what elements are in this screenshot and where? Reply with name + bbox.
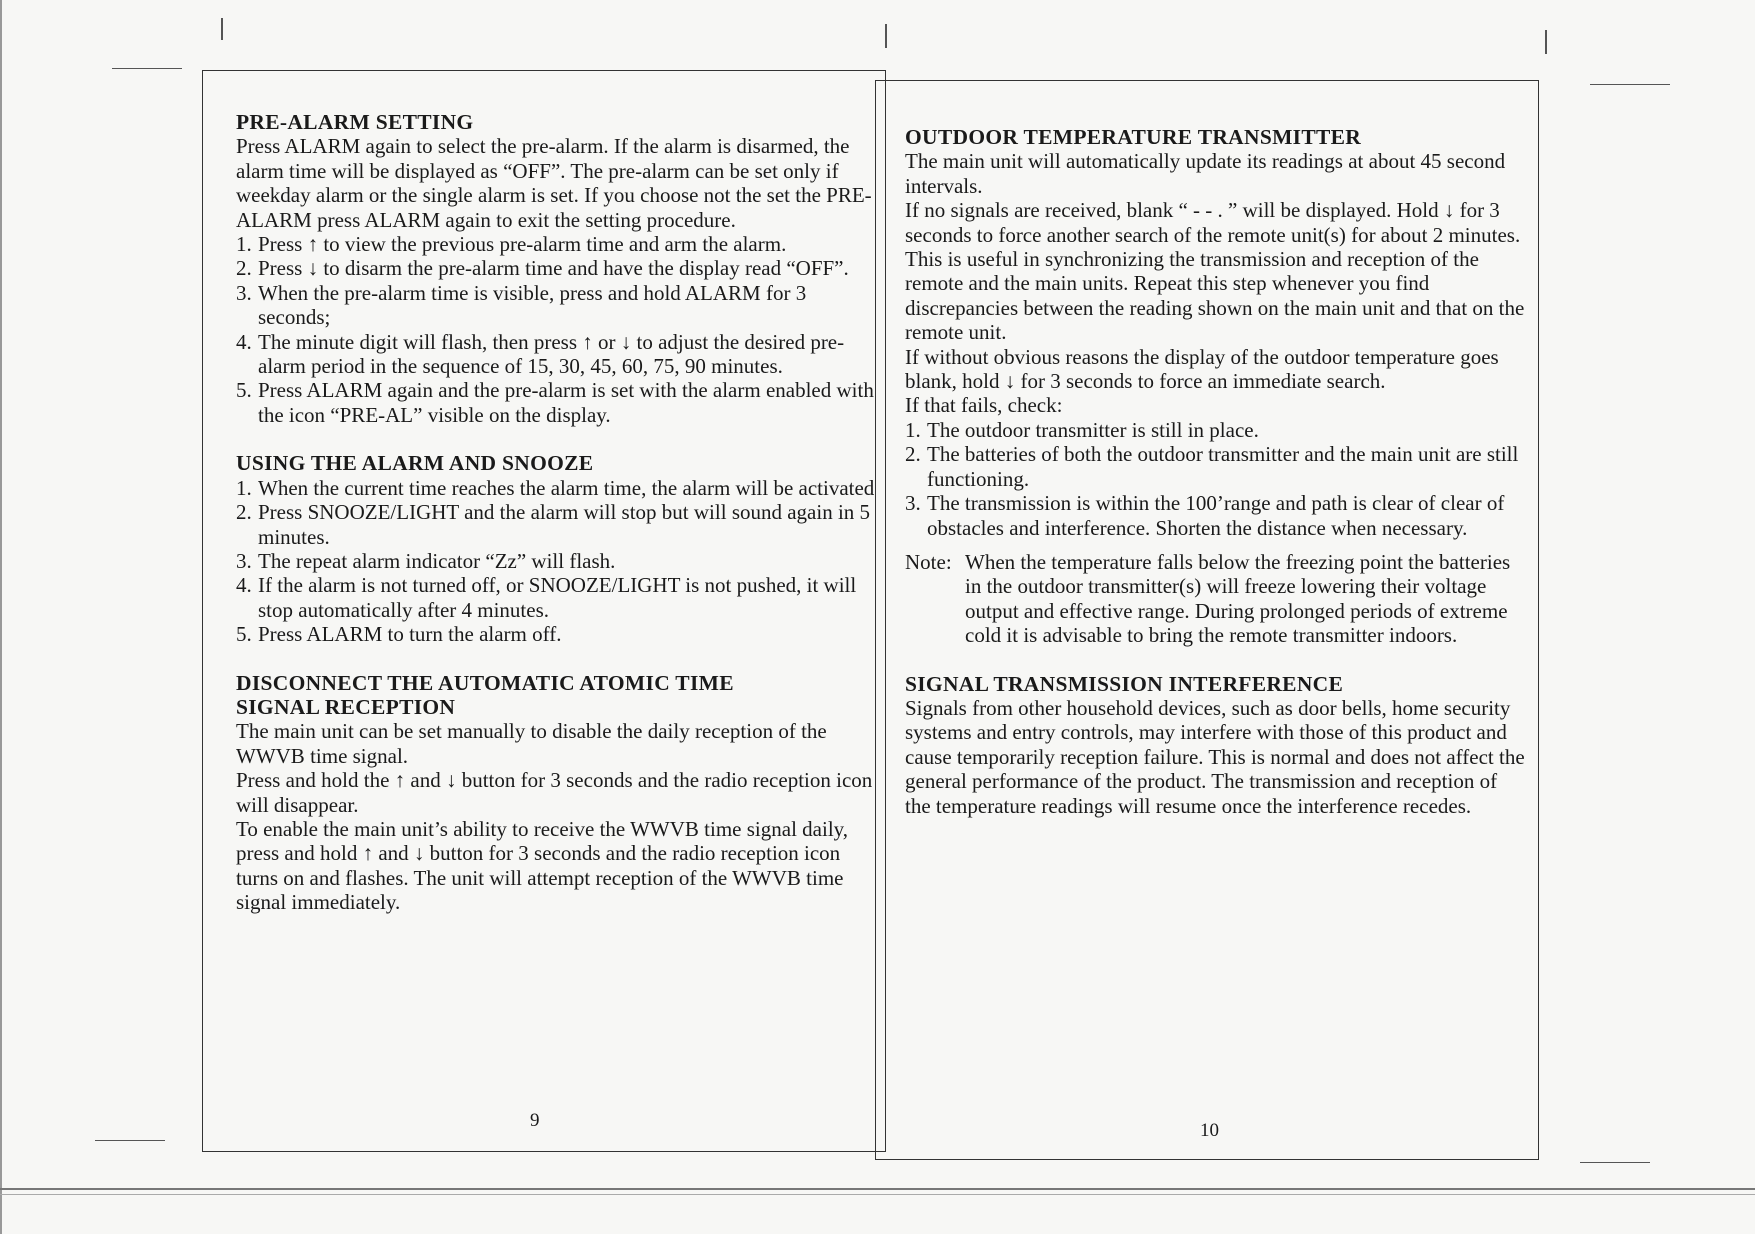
transmitter-paragraph-1: The main unit will automatically update its readings at about 45 second intervals.: [905, 149, 1506, 198]
interference-paragraph: Signals from other household devices, such as door bells, home security systems and entry controls, may interfere with those of this product and cause temporarily reception failure. This is normal and does not affect the general performance of the product. The transmission and reception of the temperature readings will resume once the interference recedes.: [905, 695, 1525, 818]
scan-dash-top-right: [1590, 84, 1670, 85]
right-page-column: [905, 125, 1525, 818]
list-item: 1. When the current time reaches the alarm time, the alarm will be activated: [236, 475, 875, 500]
temperature-note: [905, 550, 1525, 648]
snooze-steps: [236, 476, 876, 647]
transmitter-paragraph-3: If without obvious reasons the display of the outdoor temperature goes blank, hold ↓ for 3 seconds to force an immediate search.: [905, 344, 1499, 394]
scan-bottom-rule-2: [0, 1194, 1755, 1195]
list-item: 3. When the pre-alarm time is visible, press and hold ALARM for 3 seconds;: [236, 280, 807, 330]
scan-edge-left: [0, 0, 2, 1234]
scan-dash-bottom-right: [1580, 1162, 1650, 1163]
list-item: 4. If the alarm is not turned off, or SNOOZE/LIGHT is not pushed, it will stop automatically after 4 minutes.: [236, 573, 857, 622]
pre-alarm-heading: PRE-ALARM SETTING: [236, 110, 474, 134]
page-number-right: 10: [1200, 1120, 1219, 1141]
list-item: 1. Press ↑ to view the previous pre-alarm time and arm the alarm.: [236, 232, 787, 257]
pre-alarm-intro: Press ALARM again to select the pre-alarm. If the alarm is disarmed, the alarm time will be displayed as “OFF”. The pre-alarm can be set only if weekday alarm or the single alarm is set. If you choose not the set the PRE-ALARM press ALARM again to exit the setting procedure.: [236, 134, 872, 232]
disconnect-paragraph-3: To enable the main unit’s ability to receive the WWVB time signal daily, press and hold ↑ and ↓ button for 3 seconds and the radio reception icon turns on and flashes. The unit will attempt reception of the WWVB time signal immediately.: [236, 816, 849, 915]
interference-heading: SIGNAL TRANSMISSION INTERFERENCE: [905, 671, 1344, 696]
scan-dash-top-left: [112, 68, 182, 69]
list-item: 2. The batteries of both the outdoor transmitter and the main unit are still functioning.: [905, 442, 1519, 491]
page-number-left: 9: [530, 1110, 540, 1131]
disconnect-paragraph-1: The main unit can be set manually to disable the daily reception of the WWVB time signal.: [236, 719, 827, 768]
left-page-column: [236, 110, 876, 915]
transmitter-paragraph-4: If that fails, check:: [905, 393, 1063, 418]
list-item: 2. Press SNOOZE/LIGHT and the alarm will stop but will sound again in 5 minutes.: [236, 500, 871, 549]
note-label: Note:: [905, 549, 952, 574]
list-item: 5. Press ALARM again and the pre-alarm is set with the alarm enabled with the icon “PRE-AL” visible on the display.: [236, 378, 874, 427]
scan-bottom-rule: [0, 1188, 1755, 1190]
disconnect-heading-line2: SIGNAL RECEPTION: [236, 694, 456, 719]
list-item: 1. The outdoor transmitter is still in place.: [905, 417, 1259, 442]
scan-tick-right: [1545, 30, 1547, 54]
list-item: 5. Press ALARM to turn the alarm off.: [236, 622, 562, 647]
snooze-heading: USING THE ALARM AND SNOOZE: [236, 451, 594, 476]
disconnect-heading-line1: DISCONNECT THE AUTOMATIC ATOMIC TIME: [236, 670, 734, 695]
scan-tick-left: [221, 18, 223, 40]
transmitter-checks: [905, 418, 1525, 540]
note-text: When the temperature falls below the freezing point the batteries in the outdoor transmitter(s) will freeze lowering their voltage output and effective range. During prolonged periods of extreme cold it is advisable to bring the remote transmitter indoors.: [965, 549, 1511, 648]
list-item: 3. The repeat alarm indicator “Zz” will flash.: [236, 548, 616, 573]
transmitter-heading: OUTDOOR TEMPERATURE TRANSMITTER: [905, 125, 1362, 149]
list-item: 2. Press ↓ to disarm the pre-alarm time and have the display read “OFF”.: [236, 256, 849, 281]
disconnect-paragraph-2: Press and hold the ↑ and ↓ button for 3 seconds and the radio reception icon will disappear.: [236, 768, 873, 817]
scan-dash-bottom-left: [95, 1140, 165, 1141]
scan-tick-center: [885, 24, 887, 48]
list-item: 4. The minute digit will flash, then press ↑ or ↓ to adjust the desired pre-alarm period in the sequence of 15, 30, 45, 60, 75, 90 minutes.: [236, 329, 845, 379]
pre-alarm-steps: [236, 232, 876, 427]
transmitter-paragraph-2: If no signals are received, blank “ - - . ” will be displayed. Hold ↓ for 3 seconds to force another search of the remote unit(s) for about 2 minutes. This is useful in synchronizing the transmission and reception of the remote and the main units. Repeat this step whenever you find discrepancies between the reading shown on the main unit and that on the remote unit.: [905, 198, 1525, 345]
list-item: 3. The transmission is within the 100’range and path is clear of clear of obstacles and interference. Shorten the distance when necessary.: [905, 491, 1505, 540]
